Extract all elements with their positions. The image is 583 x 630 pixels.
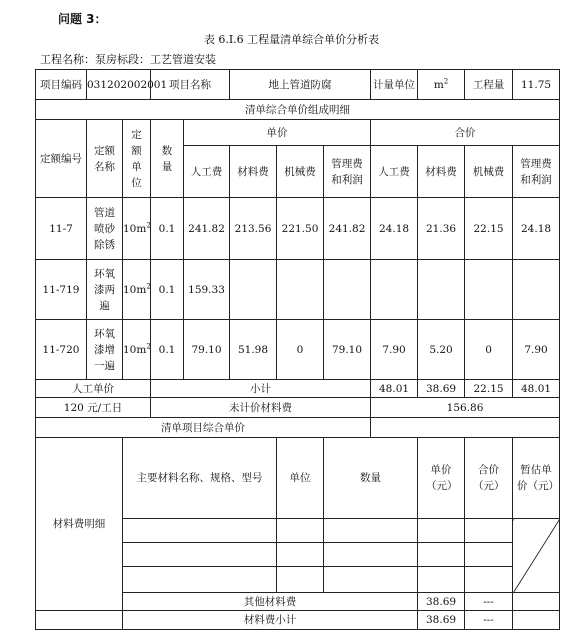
t-mgmt <box>513 260 560 320</box>
up-labor: 241.82 <box>184 198 230 260</box>
col-up-machine: 机械费 <box>277 146 324 198</box>
measure-unit-value: $m^2$ <box>418 70 465 100</box>
material-subtotal-label: 材料费小计 <box>123 611 418 630</box>
table-row <box>36 260 560 320</box>
unit-price-analysis-table <box>35 69 560 630</box>
up-labor: 79.10 <box>184 320 230 380</box>
labor-rate: 120 元/工日 <box>36 398 151 418</box>
table-row <box>36 198 560 260</box>
col-quota-name: 定额名称 <box>87 120 123 198</box>
quota-code: 11-7 <box>36 198 87 260</box>
unpriced-row <box>36 398 560 418</box>
quota-qty: 0.1 <box>151 260 184 320</box>
section-title-row <box>36 100 560 120</box>
material-name-spec-header: 主要材料名称、规格、型号 <box>123 438 277 519</box>
col-t-material: 材料费 <box>418 146 465 198</box>
t-machine: 22.15 <box>465 198 513 260</box>
quota-code: 11-719 <box>36 260 87 320</box>
material-est-unit-header: 暂估单价（元） <box>513 438 560 519</box>
col-t-labor: 人工费 <box>371 146 418 198</box>
other-material-label: 其他材料费 <box>123 593 418 611</box>
column-header-row-1 <box>36 120 560 146</box>
material-qty-header: 数量 <box>324 438 418 519</box>
unit-price-group-header: 单价 <box>184 120 371 146</box>
col-up-labor: 人工费 <box>184 146 230 198</box>
t-labor: 24.18 <box>371 198 418 260</box>
col-t-mgmt: 管理费和利润 <box>513 146 560 198</box>
up-mgmt: 241.82 <box>324 198 371 260</box>
item-code-label: 项目编码 <box>36 70 87 100</box>
subtotal-row <box>36 380 560 398</box>
t-machine: 0 <box>465 320 513 380</box>
t-machine <box>465 260 513 320</box>
up-machine: 0 <box>277 320 324 380</box>
col-up-material: 材料费 <box>230 146 277 198</box>
t-material: 21.36 <box>418 198 465 260</box>
col-quota-code: 定额编号 <box>36 120 87 198</box>
project-name-line: 工程名称：泵房标段：工艺管道安装 <box>40 53 216 66</box>
material-unit-price-header: 单价（元） <box>418 438 465 519</box>
item-header-row <box>36 70 560 100</box>
col-quantity: 数量 <box>151 120 184 198</box>
measure-unit-label: 计量单位 <box>371 70 418 100</box>
other-material-est: --- <box>465 593 513 611</box>
up-labor: 159.33 <box>184 260 230 320</box>
material-subtotal-est: --- <box>465 611 513 630</box>
labor-unit-price-label: 人工单价 <box>36 380 151 398</box>
quantity-label: 工程量 <box>465 70 513 100</box>
material-subtotal-row <box>36 611 560 630</box>
up-mgmt <box>324 260 371 320</box>
unpriced-label: 未计价材料费 <box>151 398 371 418</box>
t-labor: 7.90 <box>371 320 418 380</box>
quota-unit: $10m^2$ <box>123 320 151 380</box>
t-material <box>418 260 465 320</box>
materials-section-label: 材料费明细 <box>36 438 123 611</box>
col-t-machine: 机械费 <box>465 146 513 198</box>
t-mgmt: 24.18 <box>513 198 560 260</box>
item-name-value: 地上管道防腐 <box>230 70 371 100</box>
t-mgmt: 7.90 <box>513 320 560 380</box>
material-subtotal-total: 38.69 <box>418 611 465 630</box>
quota-name: 环氧漆两遍 <box>87 260 123 320</box>
up-mgmt: 79.10 <box>324 320 371 380</box>
other-material-total: 38.69 <box>418 593 465 611</box>
quota-unit: $10m^2$ <box>123 198 151 260</box>
subtotal-machine: 22.15 <box>465 380 513 398</box>
up-material <box>230 260 277 320</box>
t-material: 5.20 <box>418 320 465 380</box>
subtotal-mgmt: 48.01 <box>513 380 560 398</box>
table-title: 表 6.Ⅰ.6 工程量清单综合单价分析表 <box>203 33 380 46</box>
quota-qty: 0.1 <box>151 320 184 380</box>
subtotal-label: 小计 <box>151 380 371 398</box>
quota-code: 11-720 <box>36 320 87 380</box>
materials-header-row <box>36 438 560 519</box>
up-machine: 221.50 <box>277 198 324 260</box>
quantity-value: 11.75 <box>513 70 560 100</box>
item-code-value: 031202002001 <box>87 70 151 100</box>
composite-value <box>371 418 560 438</box>
t-labor <box>371 260 418 320</box>
subtotal-labor: 48.01 <box>371 380 418 398</box>
quota-name: 管道喷砂除锈 <box>87 198 123 260</box>
col-quota-unit: 定额单位 <box>123 120 151 198</box>
question-label: 问题 3： <box>58 12 107 26</box>
up-material: 51.98 <box>230 320 277 380</box>
unpriced-value: 156.86 <box>371 398 560 418</box>
col-up-mgmt: 管理费和利润 <box>324 146 371 198</box>
material-unit-header: 单位 <box>277 438 324 519</box>
subtotal-material: 38.69 <box>418 380 465 398</box>
section-title: 清单综合单价组成明细 <box>36 100 560 120</box>
quota-name: 环氧漆增一遍 <box>87 320 123 380</box>
total-price-group-header: 合价 <box>371 120 560 146</box>
item-name-label: 项目名称 <box>151 70 230 100</box>
est-unit-slash <box>513 519 560 593</box>
quota-unit: $10m^2$ <box>123 260 151 320</box>
up-machine <box>277 260 324 320</box>
composite-label: 清单项目综合单价 <box>36 418 371 438</box>
quota-qty: 0.1 <box>151 198 184 260</box>
up-material: 213.56 <box>230 198 277 260</box>
composite-row <box>36 418 560 438</box>
material-total-price-header: 合价（元） <box>465 438 513 519</box>
table-row <box>36 320 560 380</box>
